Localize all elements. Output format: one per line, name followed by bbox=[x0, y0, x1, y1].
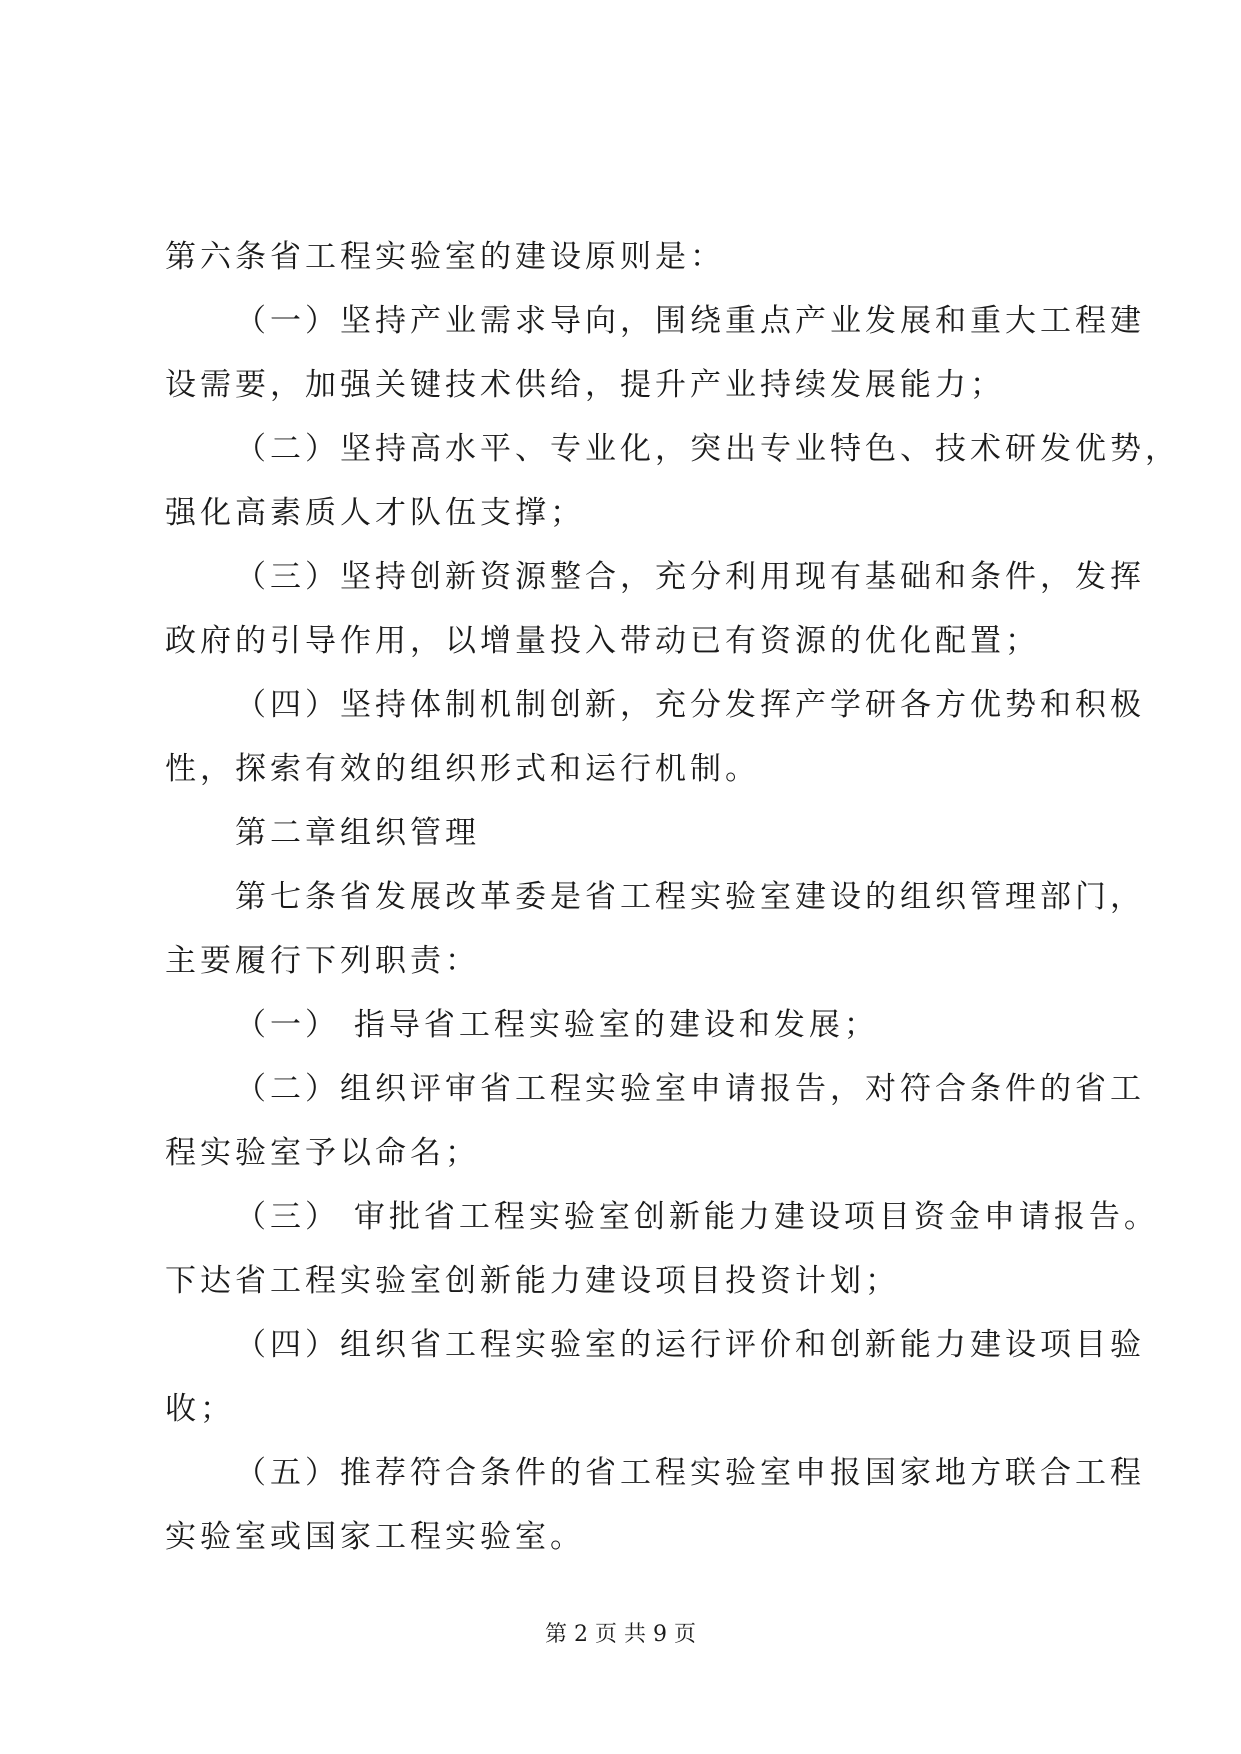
principle-2-line-1: （二）坚持高水平、专业化，突出专业特色、技术研发优势， bbox=[235, 431, 1180, 467]
duty-2-line-2: 程实验室予以命名； bbox=[165, 1135, 480, 1171]
principle-2-line-2: 强化高素质人才队伍支撑； bbox=[165, 495, 585, 531]
duty-1: （一） 指导省工程实验室的建设和发展； bbox=[235, 1007, 879, 1043]
duty-4-line-2: 收； bbox=[165, 1391, 235, 1427]
page-footer: 第 2 页 共 9 页 bbox=[545, 1622, 696, 1647]
principle-1-line-1: （一）坚持产业需求导向，围绕重点产业发展和重大工程建 bbox=[235, 303, 1145, 339]
duty-4-line-1: （四）组织省工程实验室的运行评价和创新能力建设项目验 bbox=[235, 1327, 1145, 1363]
principle-3-line-1: （三）坚持创新资源整合，充分利用现有基础和条件，发挥 bbox=[235, 559, 1145, 595]
principle-4-line-1: （四）坚持体制机制创新，充分发挥产学研各方优势和积极 bbox=[235, 687, 1145, 723]
duty-5-line-1: （五）推荐符合条件的省工程实验室申报国家地方联合工程 bbox=[235, 1455, 1145, 1491]
principle-3-line-2: 政府的引导作用，以增量投入带动已有资源的优化配置； bbox=[165, 623, 1040, 659]
article-6-heading: 第六条省工程实验室的建设原则是： bbox=[165, 239, 725, 275]
principle-4-line-2: 性，探索有效的组织形式和运行机制。 bbox=[165, 751, 760, 787]
duty-5-line-2: 实验室或国家工程实验室。 bbox=[165, 1519, 585, 1555]
article-7-line-1: 第七条省发展改革委是省工程实验室建设的组织管理部门， bbox=[235, 879, 1145, 915]
chapter-2-heading: 第二章组织管理 bbox=[235, 815, 480, 851]
duty-3-line-2: 下达省工程实验室创新能力建设项目投资计划； bbox=[165, 1263, 900, 1299]
duty-2-line-1: （二）组织评审省工程实验室申请报告，对符合条件的省工 bbox=[235, 1071, 1145, 1107]
principle-1-line-2: 设需要，加强关键技术供给，提升产业持续发展能力； bbox=[165, 367, 1005, 403]
duty-3-line-1: （三） 审批省工程实验室创新能力建设项目资金申请报告。 bbox=[235, 1199, 1159, 1235]
article-7-line-2: 主要履行下列职责： bbox=[165, 943, 480, 979]
